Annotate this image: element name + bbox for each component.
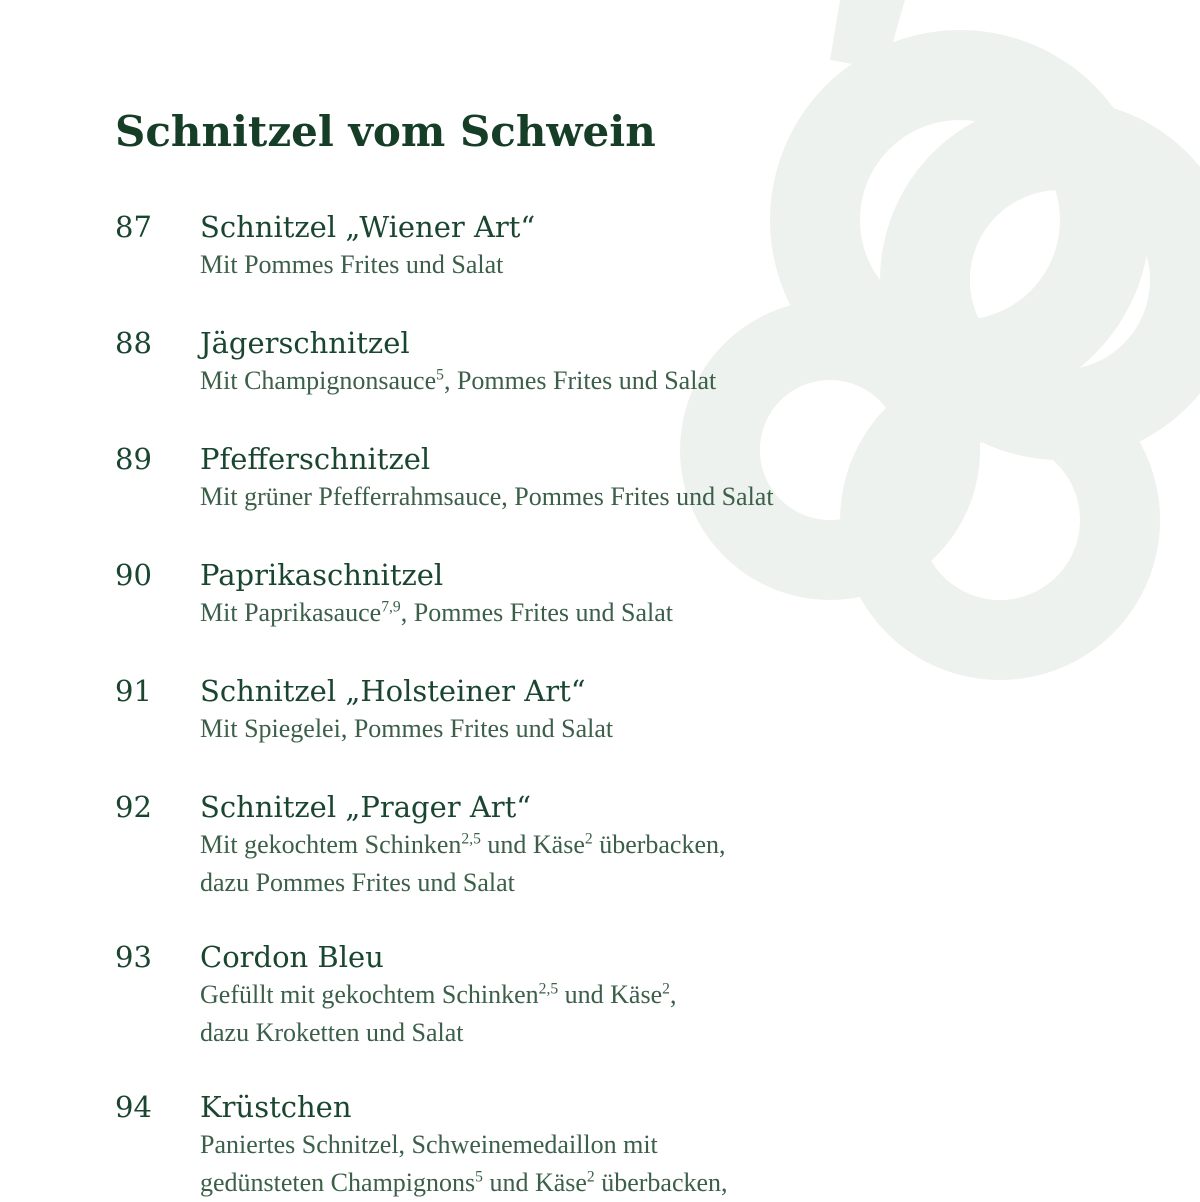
description-text: und Käse <box>558 980 663 1009</box>
item-number: 88 <box>115 326 152 360</box>
item-name: Schnitzel „Prager Art“ <box>200 790 532 824</box>
description-text: und Käse <box>480 830 585 859</box>
page-title: Schnitzel vom Schwein <box>115 107 656 156</box>
item-description-line <box>200 826 1100 864</box>
item-name: Pfefferschnitzel <box>200 442 431 476</box>
description-text: , Pommes Frites und Salat <box>443 366 717 395</box>
allergen-footnote: 2 <box>662 980 670 998</box>
item-body <box>200 1088 1100 1202</box>
item-description-line <box>200 1164 1100 1202</box>
item-number: 89 <box>115 442 152 476</box>
item-description-line <box>200 710 1100 748</box>
item-name: Jägerschnitzel <box>200 326 410 360</box>
item-description-line <box>200 1126 1100 1164</box>
item-number: 87 <box>115 210 152 244</box>
allergen-footnote: 2,5 <box>461 830 481 848</box>
item-name: Schnitzel „Wiener Art“ <box>200 210 536 244</box>
description-text: Mit grüner Pfefferrahmsauce, Pommes Frites und Salat <box>200 482 774 511</box>
item-body <box>200 208 1100 284</box>
item-number: 93 <box>115 940 152 974</box>
description-text: Mit Spiegelei, Pommes Frites und Salat <box>200 714 614 743</box>
description-text: dazu Kroketten und Salat <box>200 1018 464 1047</box>
allergen-footnote: 2,5 <box>538 980 559 998</box>
item-body <box>200 440 1100 516</box>
item-description-line <box>200 362 1100 400</box>
description-text: Mit Paprikasauce <box>200 598 382 627</box>
item-body <box>200 938 1100 1052</box>
item-description-line <box>200 976 1100 1014</box>
description-text: Gefüllt mit gekochtem Schinken <box>200 980 539 1009</box>
item-body <box>200 672 1100 748</box>
description-text: , <box>669 980 677 1009</box>
item-number: 91 <box>115 674 152 708</box>
description-text: Mit gekochtem Schinken <box>200 830 462 859</box>
item-description-line <box>200 864 1100 902</box>
description-text: dazu Pommes Frites und Salat <box>200 868 515 897</box>
description-text: gedünsteten Champignons <box>200 1168 476 1197</box>
item-description-line <box>200 1014 1100 1052</box>
item-name: Krüstchen <box>200 1090 352 1124</box>
item-name: Paprikaschnitzel <box>200 558 444 592</box>
description-text: überbacken, <box>594 1168 728 1197</box>
description-text: Paniertes Schnitzel, Schweinemedaillon mit <box>200 1130 658 1159</box>
item-body <box>200 324 1100 400</box>
description-text: Mit Pommes Frites und Salat <box>200 250 504 279</box>
allergen-footnote: 5 <box>436 366 444 384</box>
item-number: 92 <box>115 790 152 824</box>
allergen-footnote: 7,9 <box>381 598 401 616</box>
item-body <box>200 556 1100 632</box>
item-description-line <box>200 246 1100 284</box>
allergen-footnote: 2 <box>584 830 593 848</box>
allergen-footnote: 2 <box>586 1168 595 1186</box>
item-name: Schnitzel „Holsteiner Art“ <box>200 674 586 708</box>
description-text: und Käse <box>482 1168 587 1197</box>
description-text: Mit Champignonsauce <box>200 366 437 395</box>
description-text: überbacken, <box>592 830 726 859</box>
item-body <box>200 788 1100 902</box>
item-description-line <box>200 594 1100 632</box>
item-number: 90 <box>115 558 152 592</box>
allergen-footnote: 5 <box>475 1168 483 1186</box>
item-name: Cordon Bleu <box>200 940 384 974</box>
item-number: 94 <box>115 1090 152 1124</box>
description-text: , Pommes Frites und Salat <box>400 598 674 627</box>
item-description-line <box>200 478 1100 516</box>
